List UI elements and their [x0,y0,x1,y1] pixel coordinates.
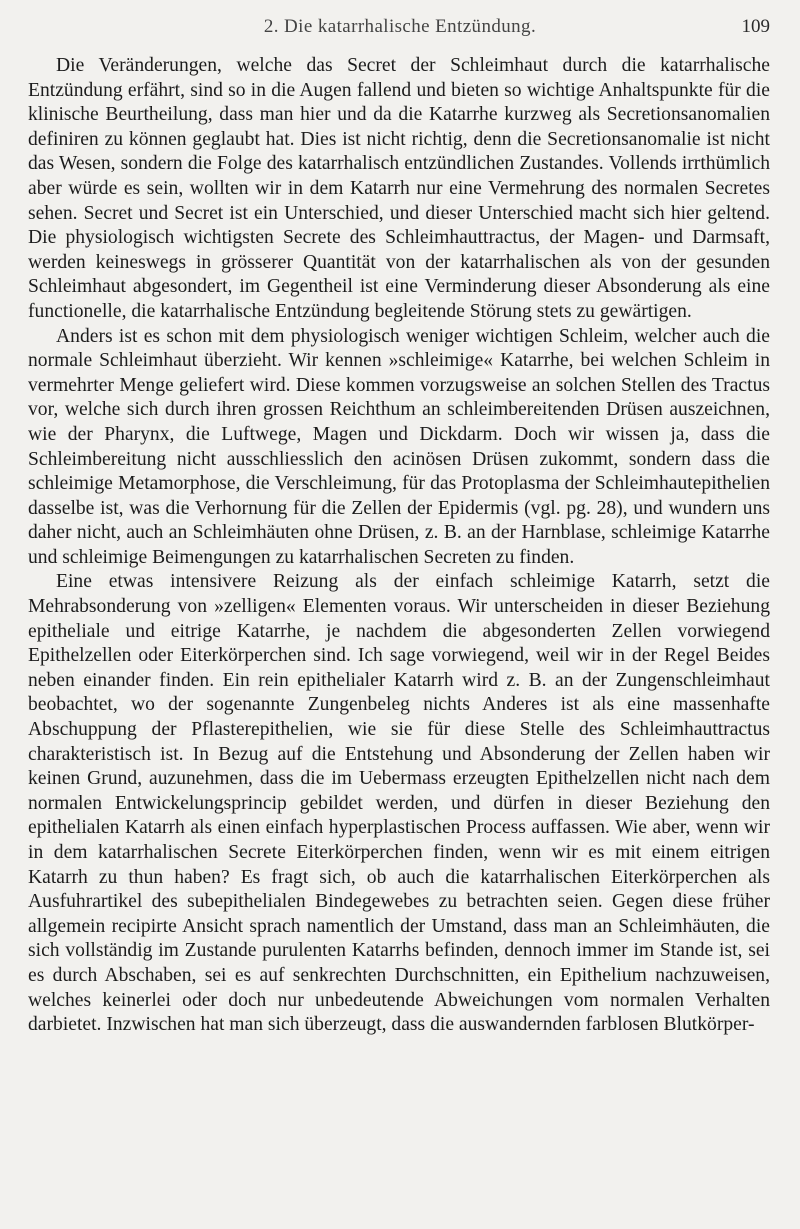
body-text [28,54,770,1038]
chapter-title: 2. Die katarrhalische Entzündung. [263,16,537,37]
paragraph: Anders ist es schon mit dem physiologisch weniger wichtigen Schleim, welcher auch die normale Schleimhaut überzieht. Wir kennen »schleimige« Katarrhe, bei welchen Schleim in vermehrter Menge geliefert wird. Diese kommen vorzugsweise an solchen Stellen des Tractus vor, welche sich durch ihren grossen Reichthum an schleimbereitenden Drüsen auszeichnen, wie der Pharynx, die Luftwege, Magen und Dickdarm. Doch wir wissen ja, dass die Schleimbereitung nicht ausschliesslich den acinösen Drüsen zukommt, sondern dass die schleimige Metamorphose, die Verschleimung, für das Protoplasma der Schleimhautepithelien dasselbe ist, was die Verhornung für die Zellen der Epidermis (vgl. pg. 28), und wundern uns daher nicht, auch an Schleimhäuten ohne Drüsen, z. B. an der Harnblase, schleimige Katarrhe und schleimige Beimengungen zu katarrhalischen Secreten zu finden. [28,325,770,568]
paragraph: Die Veränderungen, welche das Secret der Schleimhaut durch die katarrhalische Entzündung erfährt, sind so in die Augen fallend und bieten so wichtige Anhaltspunkte für die klinische Beurtheilung, dass man hier und da die Katarrhe kurzweg als Secretionsanomalien definiren zu können geglaubt hat. Dies ist nicht richtig, denn die Secretionsanomalie ist nicht das Wesen, sondern die Folge des katarrhalisch entzündlichen Zustandes. Vollends irrthümlich aber würde es sein, wollten wir in dem Katarrh nur eine Vermehrung des normalen Secretes sehen. Secret und Secret ist ein Unterschied, und dieser Unterschied macht sich hier geltend. Die physiologisch wichtigsten Secrete des Schleimhauttractus, der Magen- und Darmsaft, werden keineswegs in grösserer Quantität von der katarrhalischen als von der gesunden Schleimhaut abgesondert, im Gegentheil ist eine Verminderung dieser Absonderung als eine functionelle, die katarrhalische Entzündung begleitende Störung stets zu gewärtigen. [28,55,770,322]
page-number: 109 [741,16,770,37]
paragraph: Eine etwas intensivere Reizung als der einfach schleimige Katarrh, setzt die Mehrabsonderung von »zelligen« Elementen voraus. Wir unterscheiden in dieser Beziehung epitheliale und eitrige Katarrhe, je nachdem die abgesonderten Zellen vorwiegend Epithelzellen oder Eiterkörperchen sind. Ich sage vorwiegend, weil wir in der Regel Beides neben einander finden. Ein rein epithelialer Katarrh wird z. B. an der Zungenschleimhaut beobachtet, wo der sogenannte Zungenbeleg nichts Anderes ist als eine massenhafte Abschuppung der Pflasterepithelien, wie sie für diese Stelle des Schleimhauttractus charakteristisch ist. In Bezug auf die Entstehung und Absonderung der Zellen haben wir keinen Grund, auzunehmen, dass die im Uebermass erzeugten Epithelzellen nicht nach dem normalen Entwickelungsprincip gebildet werden, und dürfen in dieser Beziehung den epithelialen Katarrh als einen einfach hyperplastischen Process auffassen. Wie aber, wenn wir in dem katarrhalischen Secrete Eiterkörperchen finden, wenn wir es mit einem eitrigen Katarrh zu thun haben? Es fragt sich, ob auch die katarrhalischen Eiterkörperchen als Ausfuhrartikel des subepithelialen Bindegewebes zu betrachten seien. Gegen diese früher allgemein recipirte Ansicht sprach namentlich der Umstand, dass man an Schleimhäuten, die sich vollständig im Zustande purulenten Katarrhs befinden, dennoch immer im Stande ist, sei es durch Abschaben, sei es auf senkrechten Durchschnitten, ein Epithelium nachzuweisen, welches keinerlei oder doch nur unbedeutende Abweichungen vom normalen Verhalten darbietet. Inzwischen hat man sich überzeugt, dass die auswandernden farblosen Blutkörper- [28,571,770,1036]
running-header [0,14,800,38]
